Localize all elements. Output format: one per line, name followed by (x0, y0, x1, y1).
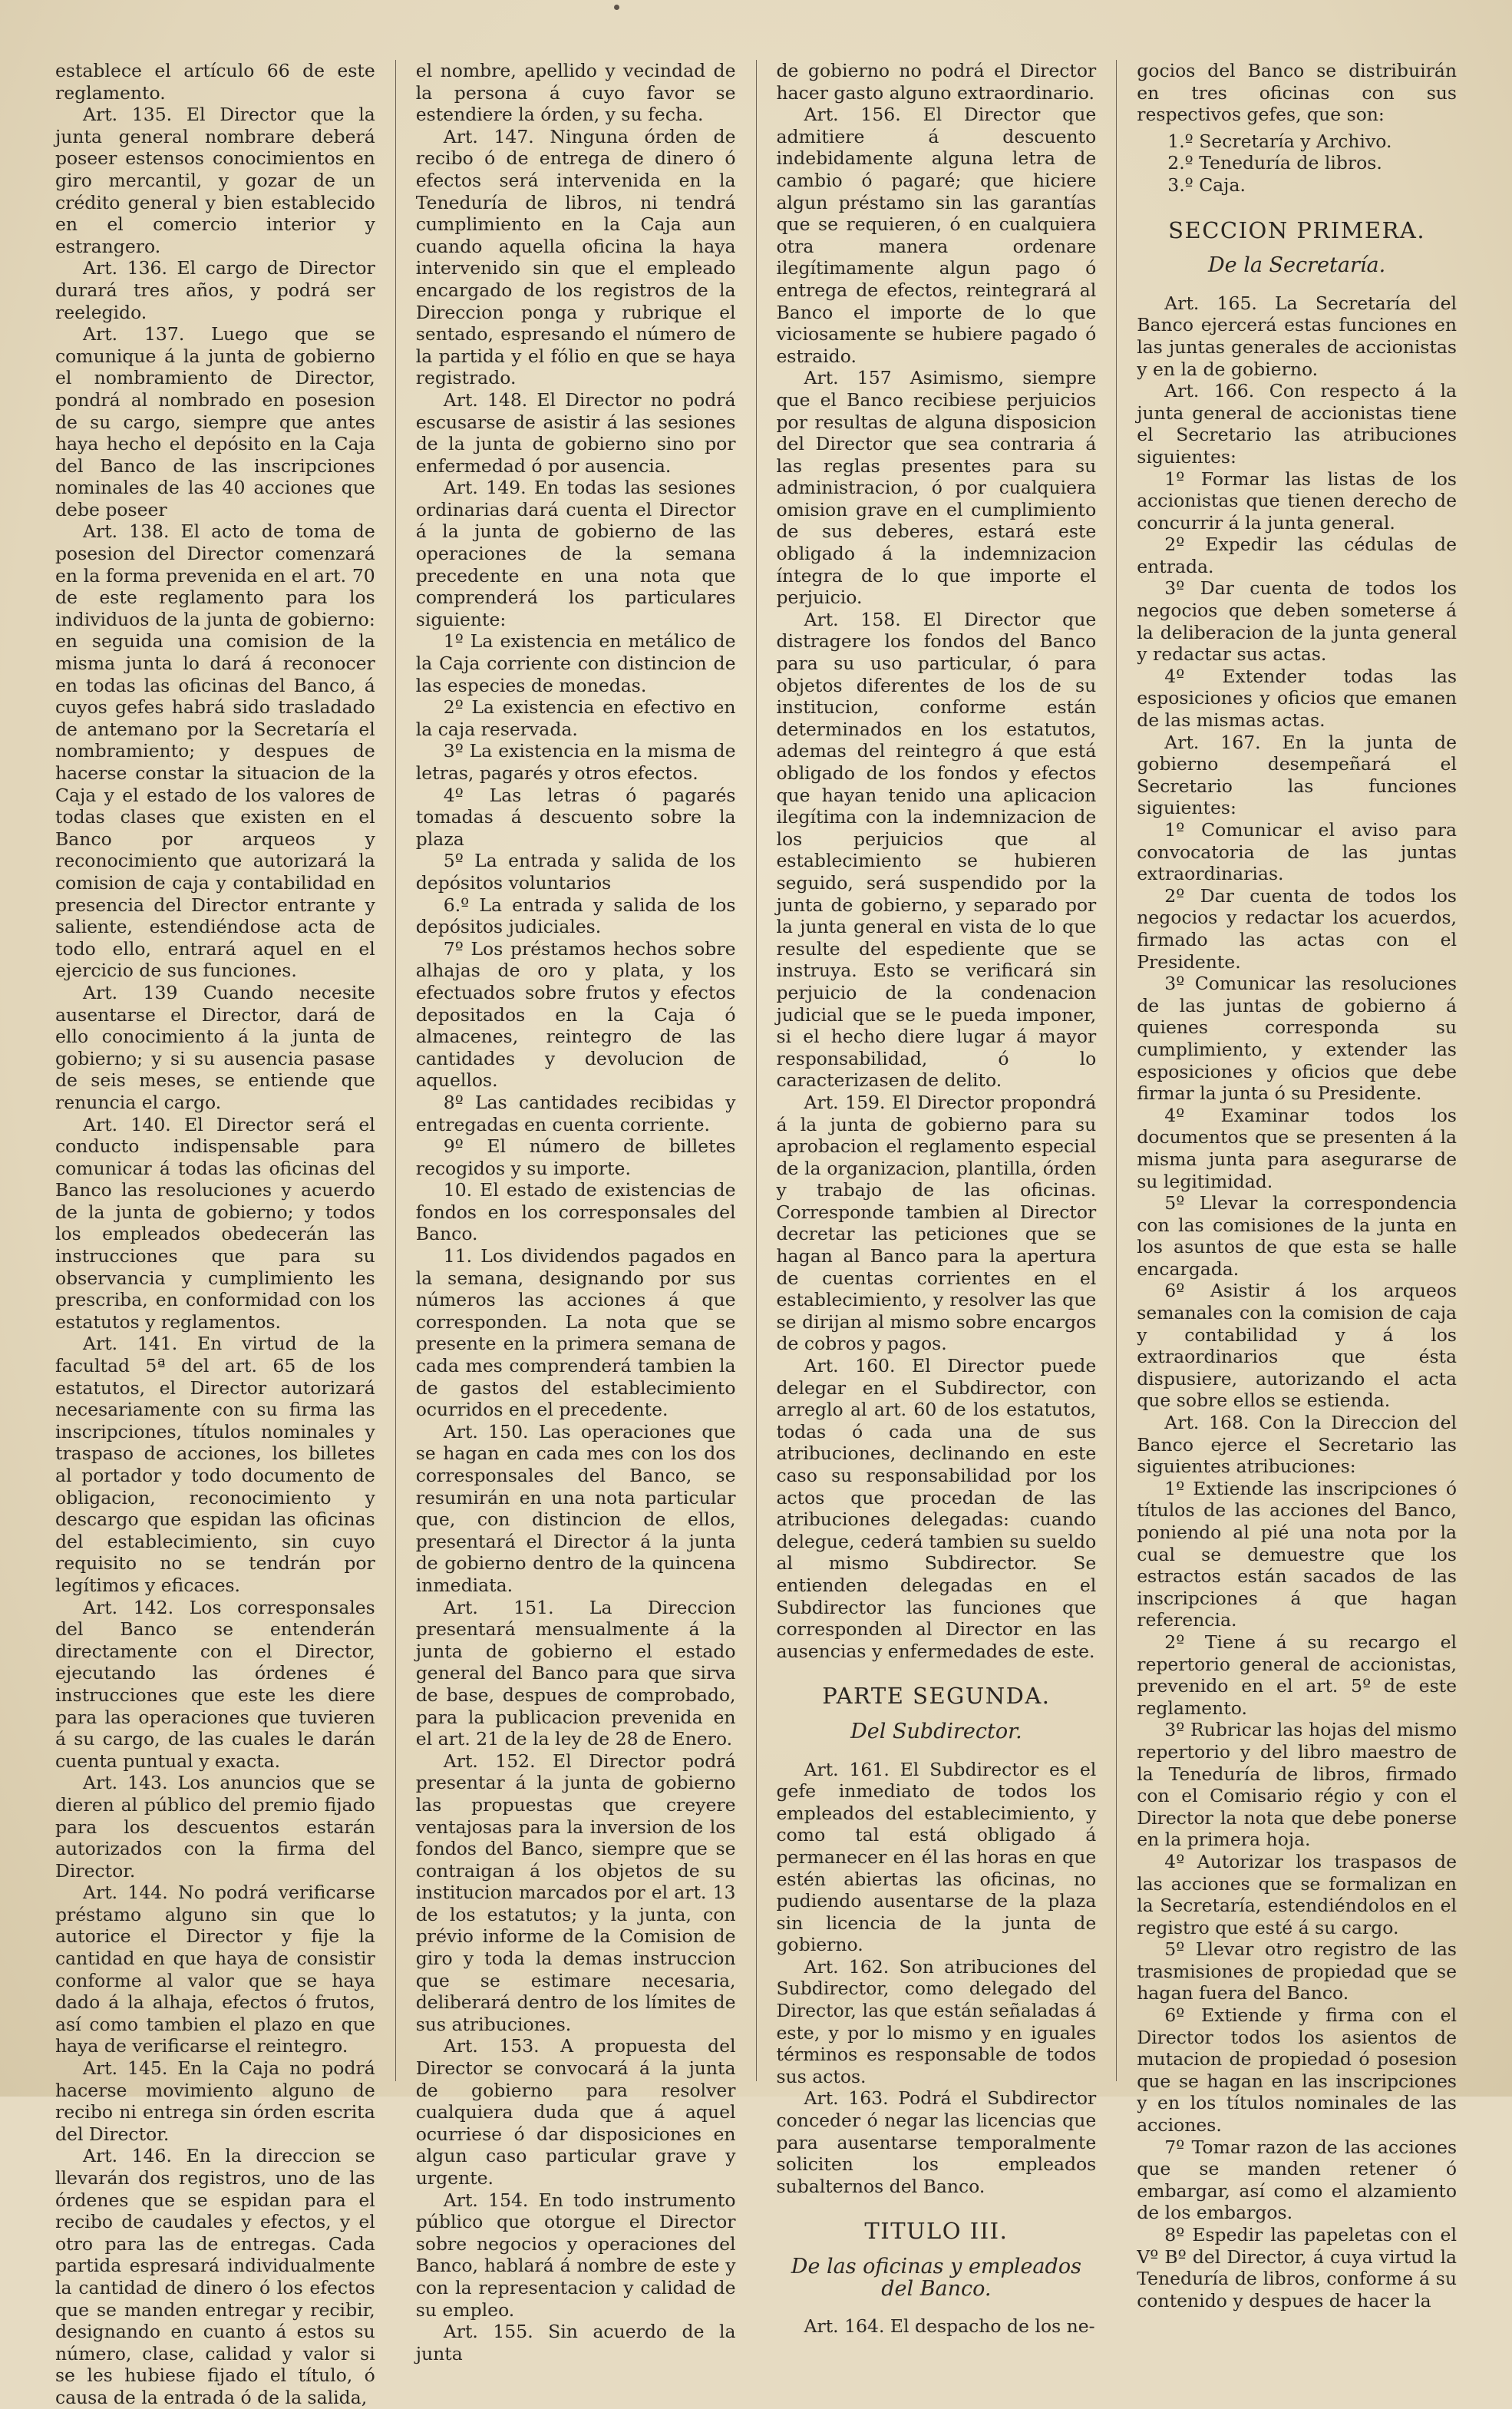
article-paragraph: 4º Examinar todos los documentos que se presenten á la misma junta para asegurarse de su legitimidad. (1137, 1104, 1457, 1192)
article-paragraph: 2º Expedir las cédulas de entrada. (1137, 534, 1457, 577)
article-paragraph: 11. Los dividendos pagados en la semana, designando por sus números las acciones á que corresponden. La nota que se presente en la primera semana de cada mes comprenderá tambien la de gastos del establecimiento ocurridos en el precedente. (415, 1245, 736, 1421)
column-3 (756, 60, 1117, 2338)
article-paragraph: 2º La existencia en efectivo en la caja reservada. (415, 696, 736, 740)
section-subheading: Del Subdirector. (850, 1719, 1022, 1743)
article-paragraph: Art. 146. En la direccion se llevarán dos registros, uno de las órdenes que se espidan para el recibo de caudales y efectos, y el otro para las de entregas. Cada partida espresará individualmente la cantidad de dinero ó los efectos que se manden entregar y recibir, designando en cuanto á estos su número, clase, calidad y valor si se les hubiese fijado el título, ó causa de la entrada ó de la salida, (55, 2145, 375, 2408)
article-paragraph: 5º La entrada y salida de los depósitos voluntarios (415, 850, 736, 894)
article-paragraph: Art. 157 Asimismo, siempre que el Banco recibiese perjuicios por resultas de alguna disposicion del Director que sea contraria á las reglas presentes para su administracion, ó por cualquiera omision grave en el cumplimiento de sus deberes, estará este obligado á la indemnizacion íntegra de lo que importe el perjuicio. (776, 367, 1097, 609)
article-paragraph: Art. 164. El despacho de los ne- (804, 2315, 1095, 2338)
article-paragraph: 4º Las letras ó pagarés tomadas á descuento sobre la plaza (415, 784, 736, 850)
article-paragraph: Art. 145. En la Caja no podrá hacerse movimiento alguno de recibo ni entrega sin órden escrita del Director. (55, 2057, 375, 2145)
article-paragraph: establece el artículo 66 de este reglamento. (55, 60, 375, 104)
article-paragraph: 3º La existencia en la misma de letras, pagarés y otros efectos. (415, 740, 736, 784)
article-paragraph: 2º Dar cuenta de todos los negocios y redactar los acuerdos, firmado las actas con el Presidente. (1137, 884, 1457, 973)
column-1 (35, 60, 395, 2408)
article-paragraph: de gobierno no podrá el Director hacer gasto alguno extraordinario. (776, 60, 1097, 104)
article-paragraph: 6º Asistir á los arqueos semanales con la comision de caja y contabilidad y á los extraordinarios que ésta dispusiere, autorizando el acta que sobre ellos se estienda. (1137, 1280, 1457, 1412)
article-paragraph: Art. 142. Los corresponsales del Banco se entenderán directamente con el Director, ejecutando las órdenes é instrucciones que este les diere para las operaciones que tuvieren á su cargo, de las cuales le darán cuenta puntual y exacta. (55, 1596, 375, 1772)
article-paragraph: Art. 150. Las operaciones que se hagan en cada mes con los dos corresponsales del Banco, se resumirán en una nota particular que, con distincion de ellos, presentará el Director á la junta de gobierno dentro de la quincena inmediata. (415, 1420, 736, 1596)
office-list-item: 3.º Caja. (1167, 173, 1246, 196)
text-columns (35, 60, 1477, 2408)
article-paragraph: 3º Comunicar las resoluciones de las juntas de gobierno á quienes corresponda su cumplimiento, y extender las esposiciones y oficios que debe firmar la junta ó su Presidente. (1137, 973, 1457, 1105)
article-paragraph: Art. 151. La Direccion presentará mensualmente á la junta de gobierno el estado general del Banco para que sirva de base, despues de comprobado, para la publicacion prevenida en el art. 21 de la ley de 28 de Enero. (415, 1596, 736, 1750)
article-paragraph: Art. 139 Cuando necesite ausentarse el Director, dará de ello conocimiento á la junta de gobierno; y si su ausencia pasase de seis meses, se entiende que renuncia el cargo. (55, 981, 375, 1113)
print-dot (614, 5, 619, 10)
article-paragraph: 9º El número de billetes recogidos y su importe. (415, 1135, 736, 1179)
article-paragraph: gocios del Banco se distribuirán en tres oficinas con sus respectivos gefes, que son: (1137, 60, 1457, 126)
article-paragraph: Art. 147. Ninguna órden de recibo ó de entrega de dinero ó efectos será intervenida en la Teneduría de libros, ni tendrá cumplimiento en la Caja aun cuando aquella oficina la haya intervenido sin que el empleado encargado de los registros de la Direccion ponga y rubrique el sentado, espresando el número de la partida y el fólio en que se haya registrado. (415, 125, 736, 389)
article-paragraph: Art. 140. El Director será el conducto indispensable para comunicar á todas las oficinas del Banco las resoluciones y acuerdo de la junta de gobierno; y todos los empleados obedecerán las instrucciones que para su observancia y cumplimiento les prescriba, en conformidad con los estatutos y reglamentos. (55, 1113, 375, 1333)
article-paragraph: 6.º La entrada y salida de los depósitos judiciales. (415, 894, 736, 938)
article-paragraph: 1º Extiende las inscripciones ó títulos de las acciones del Banco, poniendo al pié una nota por la cual se demuestre que los estractos están sacados de las inscripciones á que hagan referencia. (1137, 1477, 1457, 1631)
article-paragraph: 10. El estado de existencias de fondos en los corresponsales del Banco. (415, 1179, 736, 1245)
article-paragraph: Art. 163. Podrá el Subdirector conceder ó negar las licencias que para ausentarse temporalmente soliciten los empleados subalternos del Banco. (776, 2087, 1097, 2197)
section-heading: SECCION PRIMERA. (1168, 216, 1426, 243)
article-paragraph: 1º La existencia en metálico de la Caja corriente con distincion de las especies de monedas. (415, 630, 736, 696)
section-heading: PARTE SEGUNDA. (822, 1683, 1051, 1710)
article-paragraph: 4º Extender todas las esposiciones y oficios que emanen de las mismas actas. (1137, 665, 1457, 732)
article-paragraph: Art. 162. Son atribuciones del Subdirector, como delegado del Director, las que están señaladas á este, y por lo mismo y en iguales términos es responsable de todos sus actos. (776, 1955, 1097, 2087)
article-paragraph: 4º Autorizar los traspasos de las acciones que se formalizan en la Secretaría, estendiéndolos en el registro que esté á su cargo. (1137, 1850, 1457, 1938)
article-paragraph: Art. 153. A propuesta del Director se convocará á la junta de gobierno para resolver cualquiera duda que á aquel ocurriese ó dar disposiciones en algun caso particular grave y urgente. (415, 2035, 736, 2189)
article-paragraph: el nombre, apellido y vecindad de la persona á cuyo favor se estendiere la órden, y su fecha. (415, 60, 736, 126)
article-paragraph: Art. 166. Con respecto á la junta general de accionistas tiene el Secretario las atribuciones siguientes: (1137, 380, 1457, 468)
article-paragraph: Art. 167. En la junta de gobierno desempeñará el Secretario las funciones siguientes: (1137, 731, 1457, 819)
column-4 (1116, 60, 1477, 2312)
article-paragraph: Art. 138. El acto de toma de posesion del Director comenzará en la forma prevenida en el art. 70 de este reglamento para los individuos de la junta de gobierno: en seguida una comision de la misma junta lo dará á reconocer en todas las oficinas del Banco, á cuyos gefes habrá sido trasladado de antemano por la Secretaría el nombramiento; y despues de hacerse constar la situacion de la Caja y el estado de los valores de todas clases que existen en el Banco por arqueos y reconocimiento que autorizará la comision de caja y contabilidad en presencia del Director entrante y saliente, estendiéndose acta de todo ello, entrará aquel en el ejercicio de sus funciones. (55, 520, 375, 982)
article-paragraph: 1º Formar las listas de los accionistas que tienen derecho de concurrir á la junta general. (1137, 468, 1457, 534)
article-paragraph: Art. 143. Los anuncios que se dieren al público del premio fijado para los descuentos estarán autorizados con la firma del Director. (55, 1772, 375, 1882)
article-paragraph: Art. 148. El Director no podrá escusarse de asistir á las sesiones de la junta de gobierno sino por enfermedad ó por ausencia. (415, 388, 736, 477)
article-paragraph: Art. 154. En todo instrumento público que otorgue el Director sobre negocios y operaciones del Banco, hablará á nombre de este y con la representacion y calidad de su empleo. (415, 2189, 736, 2321)
article-paragraph: Art. 135. El Director que la junta general nombrare deberá poseer estensos conocimientos en giro mercantil, y gozar de un crédito general y bien establecido en el comercio interior y estrangero. (55, 104, 375, 257)
article-paragraph: Art. 149. En todas las sesiones ordinarias dará cuenta el Director á la junta de gobierno de las operaciones de la semana precedente en una nota que comprenderá los particulares siguiente: (415, 477, 736, 630)
article-paragraph: Art. 141. En virtud de la facultad 5ª del art. 65 de los estatutos, el Director autorizará necesariamente con su firma las inscripciones, títulos nominales y traspaso de acciones, los billetes al portador y todo documento de obligacion, reconocimiento y descargo que espidan las oficinas del establecimiento, sin cuyo requisito no se tendrán por legítimos y eficaces. (55, 1333, 375, 1596)
article-paragraph: 7º Tomar razon de las acciones que se manden retener ó embargar, así como el alzamiento de los embargos. (1137, 2136, 1457, 2224)
article-paragraph: 7º Los préstamos hechos sobre alhajas de oro y plata, y los efectuados sobre frutos y efectos depositados en la Caja ó almacenes, reintegro de las cantidades y devolucion de aquellos. (415, 937, 736, 1092)
article-paragraph: Art. 159. El Director propondrá á la junta de gobierno para su aprobacion el reglamento especial de la organizacion, plantilla, órden y trabajo de las oficinas. Corresponde tambien al Director decretar las peticiones que se hagan al Banco para la apertura de cuentas corrientes en el establecimiento, y resolver las que se dirijan al mismo sobre encargos de cobros y pagos. (776, 1091, 1097, 1355)
article-paragraph: Art. 137. Luego que se comunique á la junta de gobierno el nombramiento de Director, pondrá al nombrado en posesion de su cargo, siempre que antes haya hecho el depósito en la Caja del Banco de las inscripciones nominales de las 40 acciones que debe poseer (55, 323, 375, 520)
section-heading: TITULO III. (864, 2218, 1009, 2245)
section-subheading: De la Secretaría. (1208, 253, 1386, 278)
column-2 (395, 60, 756, 2364)
article-paragraph: Art. 161. El Subdirector es el gefe inmediato de todos los empleados del establecimiento, y como tal está obligado á permanecer en él las horas en que estén abiertas las oficinas, no pudiendo ausentarse de la plaza sin licencia de la junta de gobierno. (776, 1758, 1097, 1956)
article-paragraph: Art. 156. El Director que admitiere á descuento indebidamente alguna letra de cambio ó pagaré; que hiciere algun préstamo sin las garantías que se requieren, ó en cualquiera otra manera ordenare ilegítimamente algun pago ó entrega de efectos, reintegrará al Banco el importe de lo que viciosamente se hubiere pagado ó estraido. (776, 104, 1097, 367)
section-subheading: De las oficinas y empleados del Banco. (791, 2255, 1081, 2301)
article-paragraph: 8º Las cantidades recibidas y entregadas en cuenta corriente. (415, 1091, 736, 1135)
article-paragraph: 3º Rubricar las hojas del mismo repertorio y del libro maestro de la Teneduría de libros, firmado con el Comisario régio y con el Director la nota que debe ponerse en la primera hoja. (1137, 1719, 1457, 1851)
article-paragraph: Art. 168. Con la Direccion del Banco ejerce el Secretario las siguientes atribuciones: (1137, 1412, 1457, 1478)
article-paragraph: 8º Espedir las papeletas con el Vº Bº del Director, á cuya virtud la Teneduría de libros, conforme á su contenido y despues de hacer la (1137, 2224, 1457, 2312)
article-paragraph: 5º Llevar la correspondencia con las comisiones de la junta en los asuntos de que esta se halle encargada. (1137, 1192, 1457, 1280)
article-paragraph: Art. 165. La Secretaría del Banco ejercerá estas funciones en las juntas generales de accionistas y en la de gobierno. (1137, 292, 1457, 380)
office-list-item: 2.º Teneduría de libros. (1167, 152, 1382, 174)
article-paragraph: 5º Llevar otro registro de las trasmisiones de propiedad que se hagan fuera del Banco. (1137, 1938, 1457, 2004)
article-paragraph: Art. 160. El Director puede delegar en el Subdirector, con arreglo al art. 60 de los estatutos, todas ó cada una de sus atribuciones, declinando en este caso su responsabilidad por los actos que procedan de las atribuciones delegadas: cuando delegue, cederá tambien su sueldo al mismo Subdirector. Se entienden delegadas en el Subdirector las funciones que corresponden al Director en las ausencias y enfermedades de este. (776, 1355, 1097, 1662)
office-list (1137, 131, 1457, 197)
office-list-item: 1.º Secretaría y Archivo. (1167, 130, 1392, 152)
article-paragraph: Art. 144. No podrá verificarse préstamo alguno sin que lo autorice el Director y fije la cantidad en que haya de consistir conforme al valor que se haya dado á la alhaja, efectos ó frutos, así como tambien el plazo en que haya de verificarse el reintegro. (55, 1882, 375, 2057)
article-paragraph: 3º Dar cuenta de todos los negocios que deben someterse á la deliberacion de la junta general y redactar sus actas. (1137, 577, 1457, 666)
article-paragraph: 1º Comunicar el aviso para convocatoria de las juntas extraordinarias. (1137, 819, 1457, 885)
article-paragraph: Art. 152. El Director podrá presentar á la junta de gobierno las propuestas que creyere ventajosas para la inversion de los fondos del Banco, siempre que se contraigan á los objetos de su institucion marcados por el art. 13 de los estatutos; y la junta, con prévio informe de la Comision de giro y toda la demas instruccion que se estimare necesaria, deliberará dentro de los límites de sus atribuciones. (415, 1750, 736, 2035)
article-paragraph: 2º Tiene á su recargo el repertorio general de accionistas, prevenido en el art. 5º de este reglamento. (1137, 1631, 1457, 1719)
article-paragraph: Art. 155. Sin acuerdo de la junta (415, 2321, 736, 2364)
article-paragraph: 6º Extiende y firma con el Director todos los asientos de mutacion de propiedad ó posesion que se hagan en las inscripciones y en los títulos nominales de las acciones. (1137, 2004, 1457, 2136)
article-paragraph: Art. 158. El Director que distragere los fondos del Banco para su uso particular, ó para objetos diferentes de los de su institucion, conforme están determinados en los estatutos, ademas del reintegro á que está obligado de los fondos y efectos que hayan tenido una aplicacion ilegítima con la indemnizacion de los perjuicios que al establecimiento se hubieren seguido, será suspendido por la junta de gobierno, y separado por la junta general en vista de lo que resulte del espediente que se instruya. Esto se verificará sin perjuicio de la condenacion judicial que se le pueda imponer, si el hecho diere lugar á mayor responsabilidad, ó lo caracterizasen de delito. (776, 608, 1097, 1092)
article-paragraph: Art. 136. El cargo de Director durará tres años, y podrá ser reelegido. (55, 257, 375, 323)
